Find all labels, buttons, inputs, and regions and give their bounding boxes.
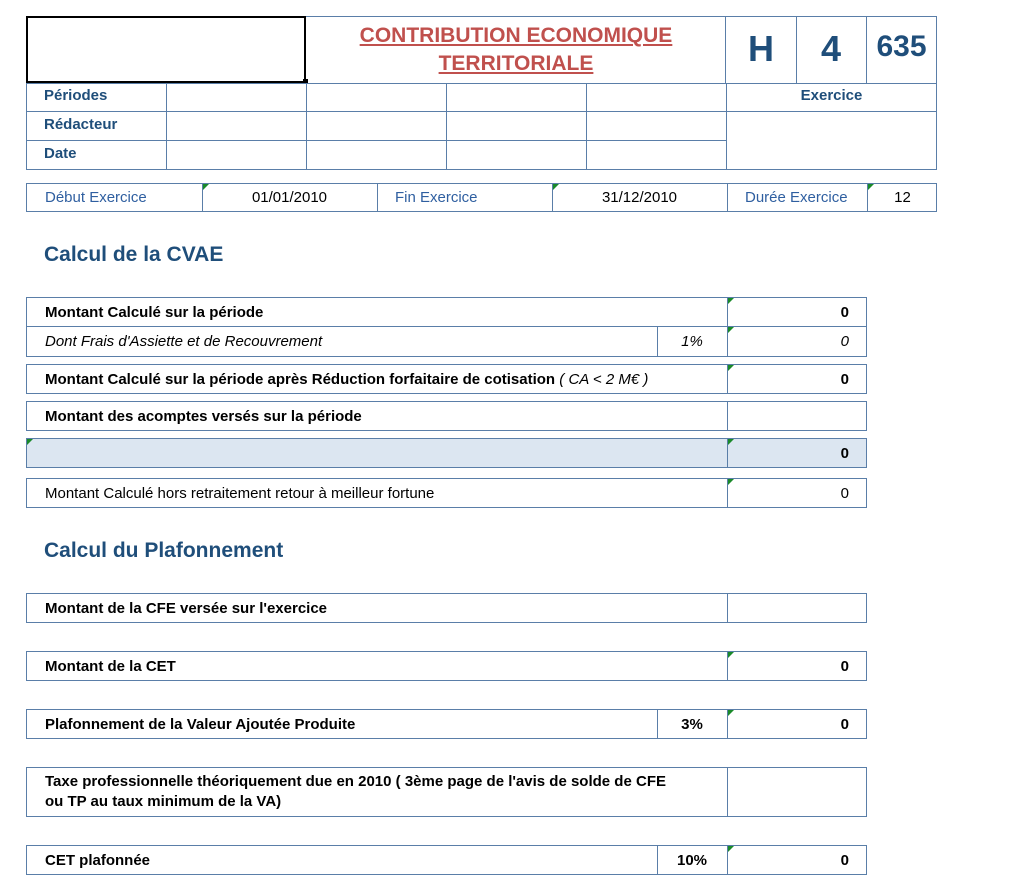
label-redacteur: Rédacteur <box>44 116 118 133</box>
cvae-frais-pct: 1% <box>681 333 703 350</box>
plafond-cfe-label: Montant de la CFE versée sur l'exercice <box>45 600 328 617</box>
code-number: 635 <box>876 30 927 63</box>
plafond-tp-value[interactable] <box>728 768 866 816</box>
cvae-row-solde <box>26 438 867 468</box>
exercise-row <box>26 183 937 212</box>
cvae-section-title: Calcul de la CVAE <box>44 243 224 266</box>
cvae-row-acomptes <box>26 401 867 431</box>
cvae-row-reduction <box>26 364 867 394</box>
cvae-reduction-note: ( CA < 2 M€ ) <box>559 371 649 388</box>
cvae-reduction-label: Montant Calculé sur la période après Réduction forfaitaire de cotisation <box>45 371 556 388</box>
plafond-va-pct: 3% <box>681 716 703 733</box>
code-h: H <box>748 28 774 69</box>
plafond-row-cet-plafonnee <box>26 845 867 875</box>
plafond-va-label: Plafonnement de la Valeur Ajoutée Produite <box>45 716 356 733</box>
cvae-hors-retraitement-label: Montant Calculé hors retraitement retour à meilleur fortune <box>45 485 435 502</box>
plafond-cet-label: Montant de la CET <box>45 658 176 675</box>
plafond-row-va <box>26 709 867 739</box>
plafond-row-cet <box>26 651 867 681</box>
plafond-tp-label-line1: Taxe professionnelle théoriquement due en 2010 ( 3ème page de l'avis de solde de CFE <box>45 773 666 790</box>
cvae-hors-retraitement-value[interactable]: 0 <box>840 485 849 502</box>
plafond-section-title: Calcul du Plafonnement <box>44 539 284 562</box>
plafond-cetp-value[interactable]: 0 <box>840 852 849 869</box>
duree-exercice-value[interactable]: 12 <box>894 189 911 206</box>
form-title-line1: CONTRIBUTION ECONOMIQUE <box>359 24 673 47</box>
debut-exercice-value[interactable]: 01/01/2010 <box>251 189 328 206</box>
logo-cell[interactable] <box>26 16 306 83</box>
cvae-row-hors-retraitement <box>26 478 867 508</box>
plafond-cet-value[interactable]: 0 <box>840 658 849 675</box>
plafond-tp-label-line2: ou TP au taux minimum de la VA) <box>45 793 282 810</box>
header-block <box>26 16 937 170</box>
plafond-cetp-pct: 10% <box>676 852 708 869</box>
plafond-cetp-label: CET plafonnée <box>45 852 151 869</box>
cvae-frais-value[interactable]: 0 <box>840 333 849 350</box>
cvae-montant-label: Montant Calculé sur la période <box>45 304 264 321</box>
plafond-row-tp <box>26 767 867 817</box>
cvae-reduction-value[interactable]: 0 <box>840 371 849 388</box>
debut-exercice-label: Début Exercice <box>45 189 147 206</box>
fin-exercice-value[interactable]: 31/12/2010 <box>601 189 678 206</box>
plafond-va-value[interactable]: 0 <box>840 716 849 733</box>
label-date: Date <box>44 145 77 162</box>
cvae-montant-value[interactable]: 0 <box>840 304 849 321</box>
label-periodes: Périodes <box>44 87 108 104</box>
plafond-row-cfe <box>26 593 867 623</box>
cvae-acomptes-value[interactable] <box>728 402 866 430</box>
cvae-row-montant <box>26 297 867 327</box>
form-title-line2: TERRITORIALE <box>438 52 594 75</box>
fin-exercice-label: Fin Exercice <box>395 189 478 206</box>
label-exercice: Exercice <box>800 87 863 104</box>
cvae-row-frais <box>26 327 867 357</box>
plafond-cfe-value[interactable] <box>728 594 866 622</box>
cvae-solde-value[interactable]: 0 <box>840 445 849 462</box>
cvae-frais-label: Dont Frais d'Assiette et de Recouvrement <box>45 333 323 350</box>
code-4: 4 <box>820 28 842 69</box>
duree-exercice-label: Durée Exercice <box>745 189 848 206</box>
cvae-acomptes-label: Montant des acomptes versés sur la période <box>45 408 362 425</box>
